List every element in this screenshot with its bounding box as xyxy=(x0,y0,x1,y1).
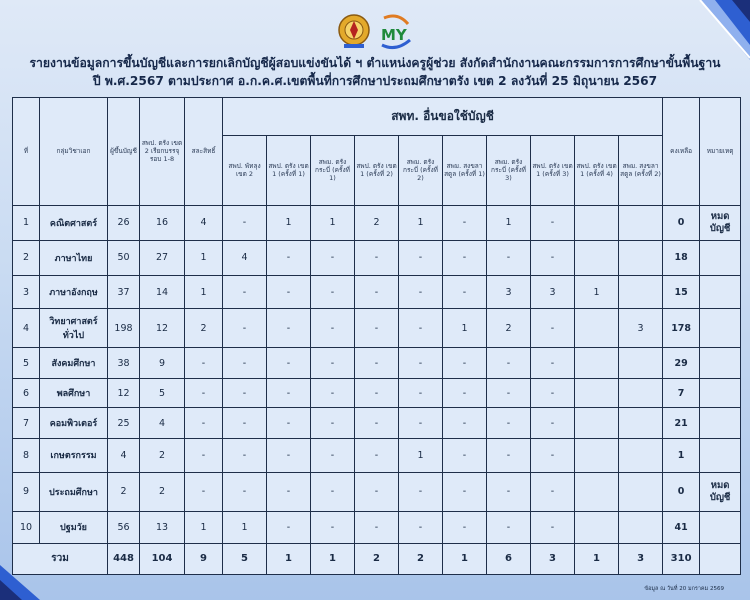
forfeited-count: 4 xyxy=(185,205,223,240)
office-count: - xyxy=(355,379,399,408)
my-logo-icon xyxy=(381,16,410,48)
office-count: 1 xyxy=(267,205,311,240)
office-count: - xyxy=(223,379,267,408)
remaining-count: 7 xyxy=(663,379,700,408)
table-row xyxy=(13,205,741,240)
office-count: - xyxy=(531,348,575,379)
remark xyxy=(700,240,741,275)
called-count: 12 xyxy=(140,309,185,348)
header-called: สพป. ตรัง เขต 2 เรียกบรรจุ รอบ 1-8 xyxy=(140,98,185,206)
office-count: - xyxy=(267,439,311,472)
remaining-count: 41 xyxy=(663,511,700,543)
header-sub-office: สพม. ตรัง กระบี่ (ครั้งที่ 1) xyxy=(311,136,355,205)
remark xyxy=(700,511,741,543)
office-count xyxy=(619,439,663,472)
subject-name: เกษตรกรรม xyxy=(40,439,108,472)
subject-name: ภาษาอังกฤษ xyxy=(40,275,108,308)
office-count xyxy=(619,348,663,379)
office-count: - xyxy=(355,309,399,348)
total-office-count: 2 xyxy=(355,543,399,574)
called-count: 2 xyxy=(140,439,185,472)
forfeited-count: - xyxy=(185,379,223,408)
row-number: 4 xyxy=(13,309,40,348)
report-title xyxy=(20,54,730,90)
called-count: 14 xyxy=(140,275,185,308)
office-count xyxy=(619,511,663,543)
table-row xyxy=(13,240,741,275)
office-count: - xyxy=(355,511,399,543)
total-office-count: 1 xyxy=(311,543,355,574)
svg-text:MY: MY xyxy=(381,26,407,44)
row-number: 9 xyxy=(13,472,40,511)
row-number: 10 xyxy=(13,511,40,543)
office-count: - xyxy=(531,379,575,408)
office-count: - xyxy=(355,408,399,439)
row-number: 5 xyxy=(13,348,40,379)
table-row xyxy=(13,309,741,348)
header-sub-office: สพป. ตรัง เขต 1 (ครั้งที่ 3) xyxy=(531,136,575,205)
office-count: - xyxy=(223,205,267,240)
forfeited-count: 1 xyxy=(185,275,223,308)
office-count: - xyxy=(531,240,575,275)
office-count xyxy=(575,205,619,240)
header-registered: ผู้ขึ้นบัญชี xyxy=(108,98,140,206)
office-count: - xyxy=(531,472,575,511)
office-count xyxy=(619,379,663,408)
office-count: - xyxy=(311,472,355,511)
office-count: - xyxy=(311,348,355,379)
corner-decoration-top-right xyxy=(660,0,750,60)
row-number: 1 xyxy=(13,205,40,240)
office-count: - xyxy=(311,408,355,439)
total-office-count: 5 xyxy=(223,543,267,574)
header-subject: กลุ่มวิชาเอก xyxy=(40,98,108,206)
called-count: 13 xyxy=(140,511,185,543)
office-count: - xyxy=(223,348,267,379)
forfeited-count: - xyxy=(185,439,223,472)
called-count: 27 xyxy=(140,240,185,275)
report-title-line1: รายงานข้อมูลการขึ้นบัญชีและการยกเลิกบัญชีผู้สอบแข่งขันได้ ฯ ตำแหน่งครูผู้ช่วย สังกัดสำนักงานคณะกรรมการการศึกษาขั้นพื้นฐาน xyxy=(29,56,721,70)
total-forfeited: 9 xyxy=(185,543,223,574)
subject-name: พลศึกษา xyxy=(40,379,108,408)
office-count: - xyxy=(487,348,531,379)
subject-name: ภาษาไทย xyxy=(40,240,108,275)
remark xyxy=(700,275,741,308)
office-count: - xyxy=(223,408,267,439)
office-count xyxy=(619,408,663,439)
remark xyxy=(700,408,741,439)
office-count: 1 xyxy=(399,439,443,472)
office-count: - xyxy=(355,275,399,308)
subject-name: สังคมศึกษา xyxy=(40,348,108,379)
remaining-count: 29 xyxy=(663,348,700,379)
registered-count: 56 xyxy=(108,511,140,543)
office-count: - xyxy=(531,511,575,543)
forfeited-count: - xyxy=(185,408,223,439)
office-count xyxy=(619,275,663,308)
remark xyxy=(700,309,741,348)
office-count: - xyxy=(311,240,355,275)
office-count xyxy=(575,348,619,379)
office-count: - xyxy=(443,275,487,308)
office-count: - xyxy=(223,439,267,472)
office-count xyxy=(575,408,619,439)
header-sub-office: สพม. สงขลา สตูล (ครั้งที่ 1) xyxy=(443,136,487,205)
office-count: - xyxy=(443,408,487,439)
office-count: - xyxy=(531,439,575,472)
table-row xyxy=(13,439,741,472)
called-count: 16 xyxy=(140,205,185,240)
registered-count: 4 xyxy=(108,439,140,472)
remaining-count: 0 xyxy=(663,205,700,240)
forfeited-count: - xyxy=(185,348,223,379)
total-office-count: 1 xyxy=(267,543,311,574)
table-row xyxy=(13,511,741,543)
office-count: - xyxy=(399,275,443,308)
office-count: - xyxy=(267,309,311,348)
registered-count: 198 xyxy=(108,309,140,348)
header-sub-office: สพม. ตรัง กระบี่ (ครั้งที่ 3) xyxy=(487,136,531,205)
table-row xyxy=(13,379,741,408)
header-sub-office: สพป. ตรัง เขต 1 (ครั้งที่ 1) xyxy=(267,136,311,205)
office-count: - xyxy=(355,472,399,511)
office-count: - xyxy=(355,240,399,275)
registered-count: 2 xyxy=(108,472,140,511)
row-number: 3 xyxy=(13,275,40,308)
office-count: - xyxy=(267,408,311,439)
office-count: - xyxy=(267,348,311,379)
office-count: 3 xyxy=(531,275,575,308)
called-count: 2 xyxy=(140,472,185,511)
subject-name: ประถมศึกษา xyxy=(40,472,108,511)
office-count: - xyxy=(267,472,311,511)
office-count: - xyxy=(399,379,443,408)
office-count: - xyxy=(311,275,355,308)
office-count: 1 xyxy=(311,205,355,240)
office-count: - xyxy=(487,240,531,275)
office-count: - xyxy=(267,275,311,308)
remark xyxy=(700,439,741,472)
table-row xyxy=(13,348,741,379)
school-emblem-icon xyxy=(339,15,369,48)
office-count: - xyxy=(223,275,267,308)
called-count: 4 xyxy=(140,408,185,439)
total-office-count: 2 xyxy=(399,543,443,574)
office-count: - xyxy=(311,511,355,543)
total-office-count: 1 xyxy=(575,543,619,574)
office-count: - xyxy=(531,408,575,439)
header-sub-office: สพม. สงขลา สตูล (ครั้งที่ 2) xyxy=(619,136,663,205)
office-count: - xyxy=(267,511,311,543)
total-office-count: 6 xyxy=(487,543,531,574)
office-count: - xyxy=(443,348,487,379)
remark xyxy=(700,348,741,379)
office-count: - xyxy=(399,408,443,439)
office-count: - xyxy=(399,348,443,379)
office-count xyxy=(575,439,619,472)
office-count: - xyxy=(531,309,575,348)
total-called: 104 xyxy=(140,543,185,574)
office-count: - xyxy=(223,309,267,348)
header-sub-office: สพม. ตรัง กระบี่ (ครั้งที่ 2) xyxy=(399,136,443,205)
office-count: 1 xyxy=(443,309,487,348)
office-count: - xyxy=(311,309,355,348)
remark: หมด บัญชี xyxy=(700,472,741,511)
account-summary-table xyxy=(12,97,741,575)
office-count: - xyxy=(443,240,487,275)
total-row xyxy=(13,543,741,574)
remark xyxy=(700,379,741,408)
registered-count: 25 xyxy=(108,408,140,439)
subject-name: คณิตศาสตร์ xyxy=(40,205,108,240)
office-count xyxy=(575,472,619,511)
header-sub-office: สพป. พัทลุง เขต 2 xyxy=(223,136,267,205)
data-date-footnote: ข้อมูล ณ วันที่ 20 มกราคม 2569 xyxy=(644,586,724,592)
office-count: 3 xyxy=(619,309,663,348)
total-label: รวม xyxy=(13,543,108,574)
office-count: - xyxy=(443,511,487,543)
registered-count: 37 xyxy=(108,275,140,308)
office-count xyxy=(575,511,619,543)
forfeited-count: - xyxy=(185,472,223,511)
office-count: - xyxy=(311,379,355,408)
subject-name: วิทยาศาสตร์ ทั่วไป xyxy=(40,309,108,348)
registered-count: 26 xyxy=(108,205,140,240)
total-registered: 448 xyxy=(108,543,140,574)
header-no: ที่ xyxy=(13,98,40,206)
office-count: - xyxy=(487,439,531,472)
office-count xyxy=(619,205,663,240)
row-number: 6 xyxy=(13,379,40,408)
office-count: - xyxy=(399,240,443,275)
report-title-line2: ปี พ.ศ.2567 ตามประกาศ อ.ก.ค.ศ.เขตพื้นที่การศึกษาประถมศึกษาตรัง เขต 2 ลงวันที่ 25 มิถุนายน 2567 xyxy=(92,74,658,88)
office-count: - xyxy=(443,472,487,511)
office-count: 2 xyxy=(487,309,531,348)
called-count: 9 xyxy=(140,348,185,379)
table-row xyxy=(13,472,741,511)
office-count: - xyxy=(223,472,267,511)
registered-count: 38 xyxy=(108,348,140,379)
forfeited-count: 2 xyxy=(185,309,223,348)
office-count: 1 xyxy=(223,511,267,543)
header-note: หมายเหตุ xyxy=(700,98,741,206)
remark: หมด บัญชี xyxy=(700,205,741,240)
office-count: - xyxy=(399,472,443,511)
office-count: 3 xyxy=(487,275,531,308)
called-count: 5 xyxy=(140,379,185,408)
remaining-count: 21 xyxy=(663,408,700,439)
forfeited-count: 1 xyxy=(185,240,223,275)
total-note xyxy=(700,543,741,574)
table-row xyxy=(13,275,741,308)
office-count: - xyxy=(399,309,443,348)
office-count xyxy=(575,309,619,348)
remaining-count: 0 xyxy=(663,472,700,511)
total-office-count: 1 xyxy=(443,543,487,574)
total-office-count: 3 xyxy=(619,543,663,574)
header-logos xyxy=(336,10,416,52)
office-count xyxy=(619,472,663,511)
remaining-count: 15 xyxy=(663,275,700,308)
row-number: 7 xyxy=(13,408,40,439)
office-count xyxy=(619,240,663,275)
office-count xyxy=(575,240,619,275)
remaining-count: 178 xyxy=(663,309,700,348)
office-count: - xyxy=(443,439,487,472)
subject-name: ปฐมวัย xyxy=(40,511,108,543)
subject-name: คอมพิวเตอร์ xyxy=(40,408,108,439)
office-count: 1 xyxy=(399,205,443,240)
office-count: - xyxy=(443,205,487,240)
office-count: - xyxy=(355,348,399,379)
office-count: 1 xyxy=(575,275,619,308)
remaining-count: 1 xyxy=(663,439,700,472)
total-office-count: 3 xyxy=(531,543,575,574)
office-count: - xyxy=(443,379,487,408)
header-sub-office: สพป. ตรัง เขต 1 (ครั้งที่ 4) xyxy=(575,136,619,205)
row-number: 2 xyxy=(13,240,40,275)
registered-count: 12 xyxy=(108,379,140,408)
registered-count: 50 xyxy=(108,240,140,275)
table-row xyxy=(13,408,741,439)
header-sub-office: สพป. ตรัง เขต 1 (ครั้งที่ 2) xyxy=(355,136,399,205)
office-count: - xyxy=(267,240,311,275)
office-count: - xyxy=(487,472,531,511)
total-remaining: 310 xyxy=(663,543,700,574)
header-other-offices-group: สพท. อื่นขอใช้บัญชี xyxy=(223,98,663,136)
office-count: 2 xyxy=(355,205,399,240)
forfeited-count: 1 xyxy=(185,511,223,543)
office-count: - xyxy=(487,511,531,543)
office-count: - xyxy=(399,511,443,543)
header-row-top xyxy=(13,98,741,136)
office-count: - xyxy=(267,379,311,408)
office-count: - xyxy=(487,379,531,408)
office-count: - xyxy=(531,205,575,240)
header-forfeited: สละสิทธิ์ xyxy=(185,98,223,206)
row-number: 8 xyxy=(13,439,40,472)
office-count: 1 xyxy=(487,205,531,240)
office-count: - xyxy=(355,439,399,472)
office-count: - xyxy=(487,408,531,439)
header-remaining: คงเหลือ xyxy=(663,98,700,206)
office-count xyxy=(575,379,619,408)
office-count: - xyxy=(311,439,355,472)
office-count: 4 xyxy=(223,240,267,275)
remaining-count: 18 xyxy=(663,240,700,275)
